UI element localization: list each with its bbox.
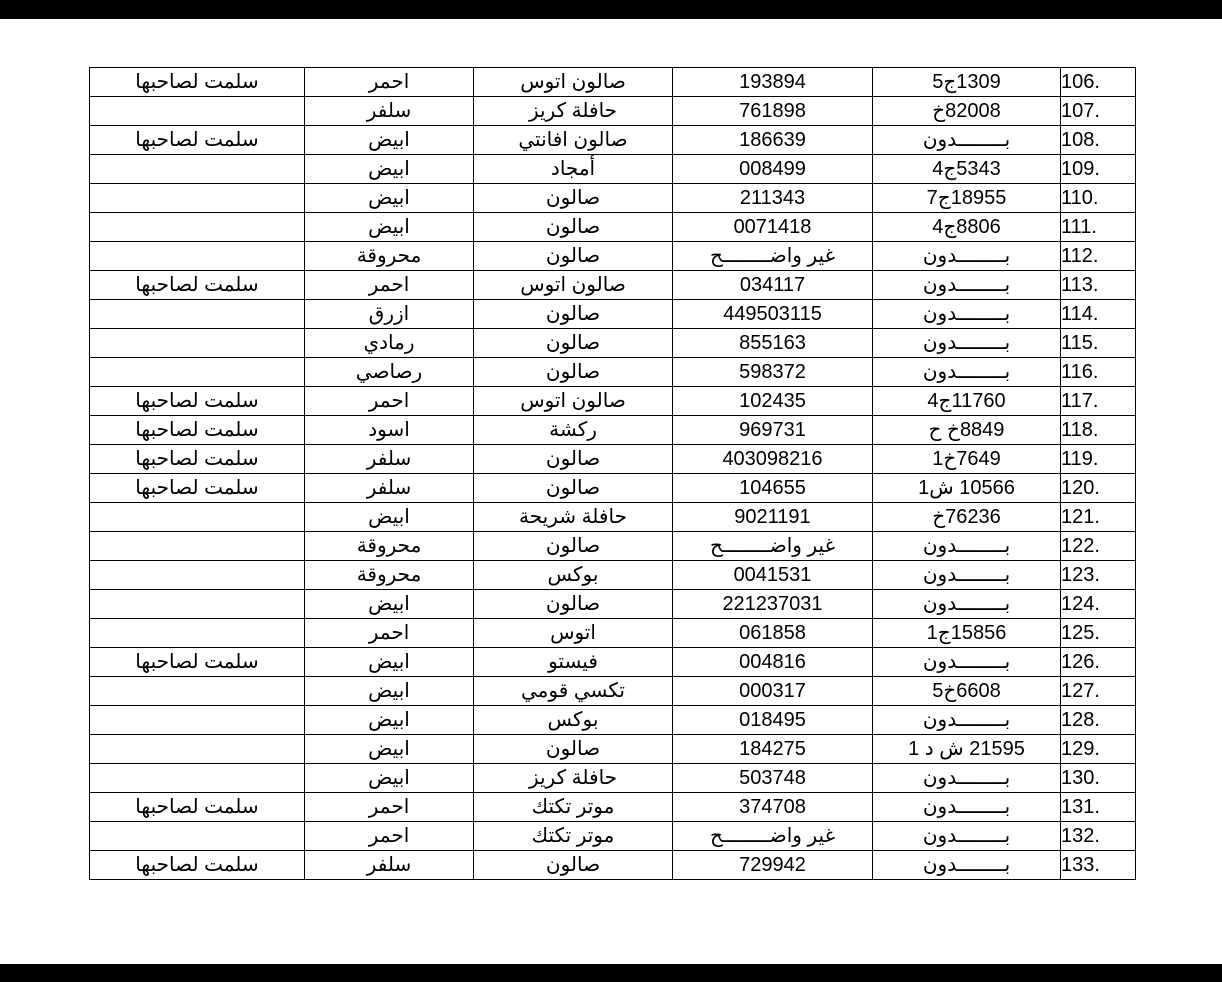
vehicle-type-cell: صالون (474, 851, 673, 880)
table-row (90, 822, 1136, 851)
color-cell: ابيض (305, 735, 474, 764)
chassis-number-cell: 221237031 (673, 590, 873, 619)
status-note-cell (90, 358, 305, 387)
row-number-cell: 120. (1061, 474, 1136, 503)
plate-number-cell: 11760ج4 (873, 387, 1061, 416)
row-number-cell: 124. (1061, 590, 1136, 619)
color-cell: احمر (305, 793, 474, 822)
vehicle-type-cell: صالون (474, 213, 673, 242)
table-row (90, 764, 1136, 793)
row-number-cell: 115. (1061, 329, 1136, 358)
color-cell: ابيض (305, 184, 474, 213)
plate-number-cell: 6608خ5 (873, 677, 1061, 706)
color-cell: ابيض (305, 706, 474, 735)
row-number-cell: 117. (1061, 387, 1136, 416)
table-row (90, 648, 1136, 677)
row-number-cell: 129. (1061, 735, 1136, 764)
chassis-number-cell: 211343 (673, 184, 873, 213)
row-number-cell: 128. (1061, 706, 1136, 735)
vehicle-type-cell: صالون (474, 358, 673, 387)
vehicle-type-cell: حافلة شريحة (474, 503, 673, 532)
chassis-number-cell: 000317 (673, 677, 873, 706)
status-note-cell: سلمت لصاحبها (90, 387, 305, 416)
chassis-number-cell: 403098216 (673, 445, 873, 474)
row-number-cell: 109. (1061, 155, 1136, 184)
row-number-cell: 110. (1061, 184, 1136, 213)
plate-number-cell: بــــــــدون (873, 793, 1061, 822)
table-row (90, 793, 1136, 822)
chassis-number-cell: 855163 (673, 329, 873, 358)
color-cell: سلفر (305, 445, 474, 474)
color-cell: محروقة (305, 561, 474, 590)
plate-number-cell: بــــــــدون (873, 648, 1061, 677)
color-cell: سلفر (305, 474, 474, 503)
status-note-cell: سلمت لصاحبها (90, 126, 305, 155)
vehicle-type-cell: أمجاد (474, 155, 673, 184)
plate-number-cell: 10566 ش1 (873, 474, 1061, 503)
color-cell: ابيض (305, 764, 474, 793)
plate-number-cell: بــــــــدون (873, 764, 1061, 793)
table-row (90, 619, 1136, 648)
row-number-cell: 122. (1061, 532, 1136, 561)
row-number-cell: 112. (1061, 242, 1136, 271)
status-note-cell (90, 329, 305, 358)
status-note-cell: سلمت لصاحبها (90, 648, 305, 677)
chassis-number-cell: 729942 (673, 851, 873, 880)
status-note-cell (90, 300, 305, 329)
row-number-cell: 111. (1061, 213, 1136, 242)
row-number-cell: 114. (1061, 300, 1136, 329)
plate-number-cell: بــــــــدون (873, 358, 1061, 387)
status-note-cell (90, 97, 305, 126)
chassis-number-cell: 503748 (673, 764, 873, 793)
plate-number-cell: بــــــــدون (873, 706, 1061, 735)
chassis-number-cell: 008499 (673, 155, 873, 184)
vehicle-records-table (89, 67, 1136, 880)
vehicle-type-cell: موتر تكتك (474, 822, 673, 851)
vehicle-type-cell: حافلة كريز (474, 764, 673, 793)
vehicle-type-cell: صالون (474, 532, 673, 561)
vehicle-type-cell: صالون (474, 590, 673, 619)
table-row (90, 503, 1136, 532)
table-body (90, 68, 1136, 880)
row-number-cell: 107. (1061, 97, 1136, 126)
vehicle-type-cell: صالون (474, 300, 673, 329)
color-cell: سلفر (305, 97, 474, 126)
row-number-cell: 121. (1061, 503, 1136, 532)
status-note-cell (90, 155, 305, 184)
row-number-cell: 108. (1061, 126, 1136, 155)
plate-number-cell: بــــــــدون (873, 561, 1061, 590)
table-row (90, 329, 1136, 358)
color-cell: اسود (305, 416, 474, 445)
table-row (90, 271, 1136, 300)
plate-number-cell: 21595 ش د 1 (873, 735, 1061, 764)
vehicle-type-cell: صالون اتوس (474, 68, 673, 97)
color-cell: سلفر (305, 851, 474, 880)
table-row (90, 561, 1136, 590)
vehicle-type-cell: صالون (474, 242, 673, 271)
chassis-number-cell: 449503115 (673, 300, 873, 329)
plate-number-cell: 8849خ ح (873, 416, 1061, 445)
chassis-number-cell: 374708 (673, 793, 873, 822)
status-note-cell (90, 619, 305, 648)
table-row (90, 155, 1136, 184)
chassis-number-cell: 969731 (673, 416, 873, 445)
chassis-number-cell: 004816 (673, 648, 873, 677)
status-note-cell: سلمت لصاحبها (90, 416, 305, 445)
row-number-cell: 125. (1061, 619, 1136, 648)
row-number-cell: 132. (1061, 822, 1136, 851)
vehicle-type-cell: بوكس (474, 561, 673, 590)
plate-number-cell: 7649خ1 (873, 445, 1061, 474)
row-number-cell: 127. (1061, 677, 1136, 706)
chassis-number-cell: 0041531 (673, 561, 873, 590)
plate-number-cell: بــــــــدون (873, 532, 1061, 561)
table-row (90, 677, 1136, 706)
row-number-cell: 133. (1061, 851, 1136, 880)
chassis-number-cell: 034117 (673, 271, 873, 300)
color-cell: رصاصي (305, 358, 474, 387)
plate-number-cell: بــــــــدون (873, 590, 1061, 619)
vehicle-type-cell: تكسي قومي (474, 677, 673, 706)
document-page (0, 19, 1222, 964)
status-note-cell (90, 561, 305, 590)
status-note-cell: سلمت لصاحبها (90, 271, 305, 300)
status-note-cell: سلمت لصاحبها (90, 851, 305, 880)
table-row (90, 590, 1136, 619)
chassis-number-cell: 184275 (673, 735, 873, 764)
table-row (90, 358, 1136, 387)
plate-number-cell: بــــــــدون (873, 300, 1061, 329)
row-number-cell: 123. (1061, 561, 1136, 590)
row-number-cell: 113. (1061, 271, 1136, 300)
vehicle-type-cell: بوكس (474, 706, 673, 735)
row-number-cell: 119. (1061, 445, 1136, 474)
table-row (90, 706, 1136, 735)
chassis-number-cell: 018495 (673, 706, 873, 735)
color-cell: محروقة (305, 532, 474, 561)
color-cell: ابيض (305, 503, 474, 532)
color-cell: احمر (305, 822, 474, 851)
plate-number-cell: 15856ج1 (873, 619, 1061, 648)
status-note-cell (90, 677, 305, 706)
vehicle-type-cell: صالون (474, 735, 673, 764)
plate-number-cell: 18955ج7 (873, 184, 1061, 213)
chassis-number-cell: 761898 (673, 97, 873, 126)
status-note-cell: سلمت لصاحبها (90, 445, 305, 474)
plate-number-cell: بــــــــدون (873, 822, 1061, 851)
plate-number-cell: 82008خ (873, 97, 1061, 126)
table-row (90, 532, 1136, 561)
color-cell: احمر (305, 387, 474, 416)
row-number-cell: 116. (1061, 358, 1136, 387)
chassis-number-cell: 9021191 (673, 503, 873, 532)
top-black-bar (0, 0, 1222, 19)
table-row (90, 851, 1136, 880)
color-cell: محروقة (305, 242, 474, 271)
chassis-number-cell: 193894 (673, 68, 873, 97)
table-row (90, 735, 1136, 764)
status-note-cell (90, 590, 305, 619)
color-cell: ازرق (305, 300, 474, 329)
vehicle-type-cell: موتر تكتك (474, 793, 673, 822)
status-note-cell (90, 503, 305, 532)
color-cell: احمر (305, 619, 474, 648)
chassis-number-cell: 061858 (673, 619, 873, 648)
status-note-cell: سلمت لصاحبها (90, 68, 305, 97)
row-number-cell: 130. (1061, 764, 1136, 793)
chassis-number-cell: 598372 (673, 358, 873, 387)
chassis-number-cell: 186639 (673, 126, 873, 155)
status-note-cell: سلمت لصاحبها (90, 793, 305, 822)
chassis-number-cell: غير واضــــــــح (673, 242, 873, 271)
plate-number-cell: بــــــــدون (873, 271, 1061, 300)
color-cell: احمر (305, 271, 474, 300)
vehicle-type-cell: صالون اتوس (474, 387, 673, 416)
table-row (90, 126, 1136, 155)
table-row (90, 474, 1136, 503)
chassis-number-cell: غير واضــــــــح (673, 532, 873, 561)
table-row (90, 97, 1136, 126)
status-note-cell (90, 532, 305, 561)
vehicle-type-cell: اتوس (474, 619, 673, 648)
chassis-number-cell: غير واضــــــــح (673, 822, 873, 851)
plate-number-cell: 8806ج4 (873, 213, 1061, 242)
bottom-black-bar (0, 964, 1222, 982)
plate-number-cell: 1309ج5 (873, 68, 1061, 97)
color-cell: ابيض (305, 213, 474, 242)
color-cell: ابيض (305, 155, 474, 184)
row-number-cell: 126. (1061, 648, 1136, 677)
chassis-number-cell: 102435 (673, 387, 873, 416)
plate-number-cell: 76236خ (873, 503, 1061, 532)
status-note-cell (90, 822, 305, 851)
row-number-cell: 106. (1061, 68, 1136, 97)
status-note-cell (90, 184, 305, 213)
status-note-cell (90, 706, 305, 735)
status-note-cell (90, 213, 305, 242)
status-note-cell (90, 242, 305, 271)
table-row (90, 184, 1136, 213)
chassis-number-cell: 104655 (673, 474, 873, 503)
color-cell: ابيض (305, 648, 474, 677)
vehicle-type-cell: حافلة كريز (474, 97, 673, 126)
chassis-number-cell: 0071418 (673, 213, 873, 242)
status-note-cell (90, 735, 305, 764)
table-row (90, 213, 1136, 242)
table-row (90, 242, 1136, 271)
color-cell: ابيض (305, 590, 474, 619)
vehicle-type-cell: صالون افانتي (474, 126, 673, 155)
table-row (90, 387, 1136, 416)
table-row (90, 416, 1136, 445)
plate-number-cell: بــــــــدون (873, 126, 1061, 155)
vehicle-type-cell: صالون (474, 474, 673, 503)
vehicle-type-cell: صالون (474, 445, 673, 474)
status-note-cell: سلمت لصاحبها (90, 474, 305, 503)
row-number-cell: 118. (1061, 416, 1136, 445)
vehicle-type-cell: صالون (474, 329, 673, 358)
table-row (90, 68, 1136, 97)
vehicle-type-cell: ركشة (474, 416, 673, 445)
vehicle-type-cell: فيستو (474, 648, 673, 677)
table-row (90, 300, 1136, 329)
status-note-cell (90, 764, 305, 793)
color-cell: ابيض (305, 126, 474, 155)
plate-number-cell: بــــــــدون (873, 329, 1061, 358)
plate-number-cell: 5343ج4 (873, 155, 1061, 184)
plate-number-cell: بــــــــدون (873, 851, 1061, 880)
row-number-cell: 131. (1061, 793, 1136, 822)
color-cell: ابيض (305, 677, 474, 706)
plate-number-cell: بــــــــدون (873, 242, 1061, 271)
vehicle-type-cell: صالون اتوس (474, 271, 673, 300)
table-row (90, 445, 1136, 474)
color-cell: رمادي (305, 329, 474, 358)
vehicle-type-cell: صالون (474, 184, 673, 213)
color-cell: احمر (305, 68, 474, 97)
